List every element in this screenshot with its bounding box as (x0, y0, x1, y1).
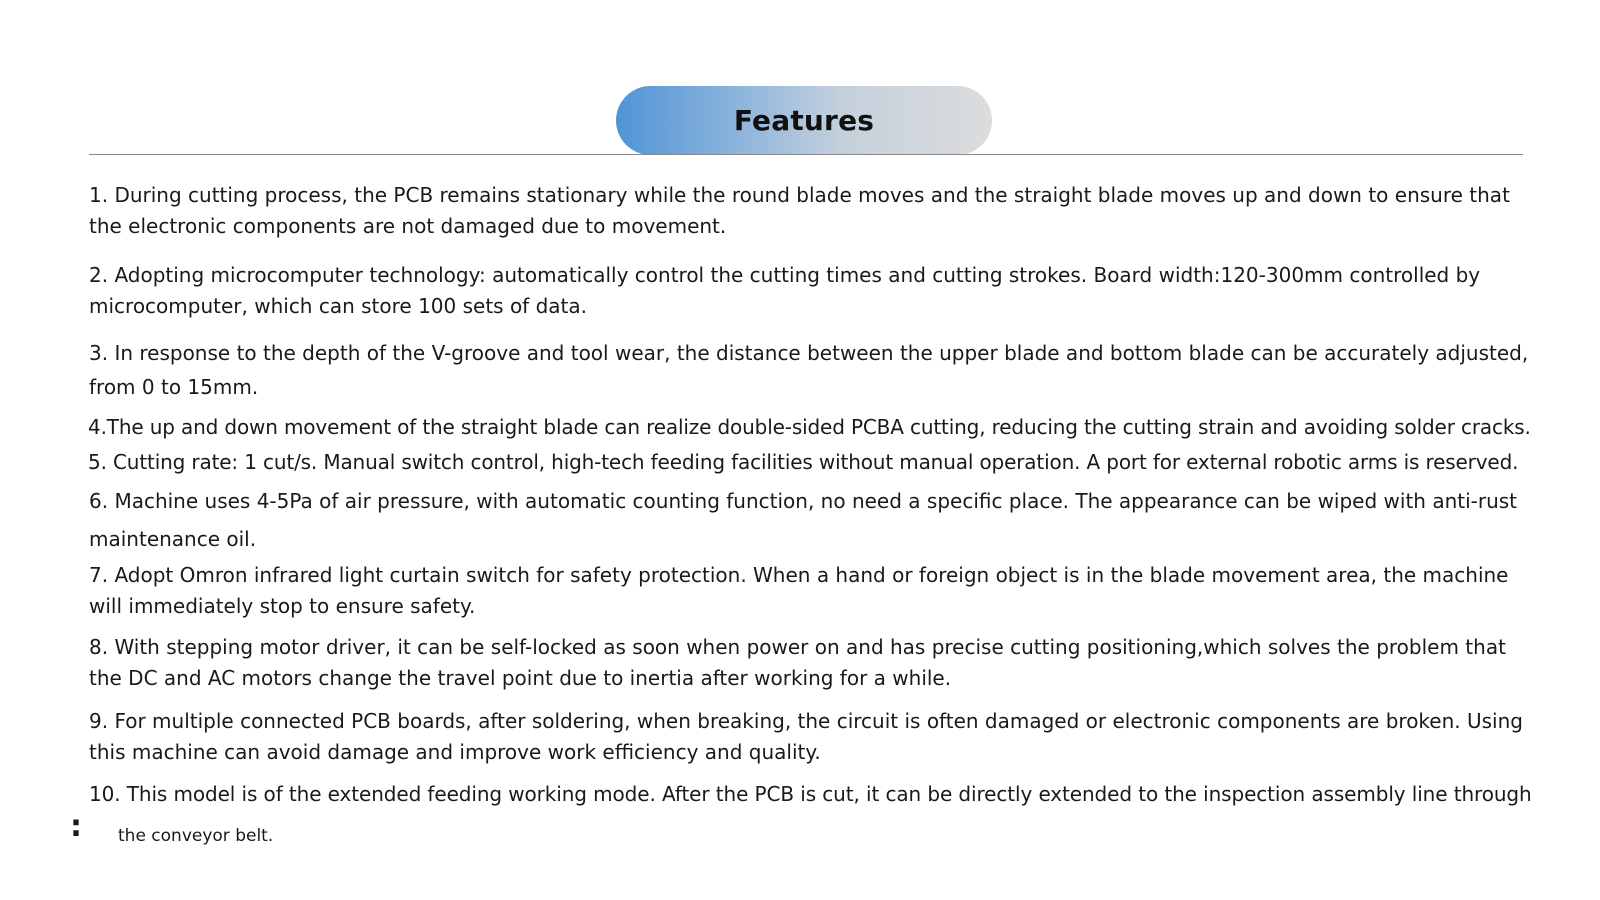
features-title: Features (733, 104, 875, 137)
feature-item-8: 8. With stepping motor driver, it can be self-locked as soon when power on and has precise cutting positioning,which solves the problem that the DC and AC motors change the travel point due to inertia after working for a while. (89, 635, 1506, 690)
feature-item-10: 10. This model is of the extended feeding working mode. After the PCB is cut, it can be directly extended to the inspection assembly line through (89, 782, 1532, 806)
header-divider (89, 154, 1523, 155)
feature-item-7: 7. Adopt Omron infrared light curtain switch for safety protection. When a hand or foreign object is in the blade movement area, the machine will immediately stop to ensure safety. (89, 563, 1509, 618)
continuation-marker: : (70, 809, 82, 844)
features-header-pill (616, 86, 992, 155)
feature-item-2: 2. Adopting microcomputer technology: automatically control the cutting times and cutting strokes. Board width:120-300mm controlled by microcomputer, which can store 100 sets of data. (89, 263, 1481, 318)
feature-item-1: 1. During cutting process, the PCB remains stationary while the round blade moves and the straight blade moves up and down to ensure that the electronic components are not damaged due to movement. (89, 183, 1510, 238)
feature-item-10-continuation: the conveyor belt. (118, 826, 274, 846)
feature-item-6: 6. Machine uses 4-5Pa of air pressure, with automatic counting function, no need a specific place. The appearance can be wiped with anti-rust maintenance oil. (89, 489, 1518, 551)
feature-item-4: 4.The up and down movement of the straight blade can realize double-sided PCBA cutting, reducing the cutting strain and avoiding solder cracks. (88, 415, 1531, 439)
feature-item-5: 5. Cutting rate: 1 cut/s. Manual switch control, high-tech feeding facilities without manual operation. A port for external robotic arms is reserved. (88, 450, 1519, 474)
feature-item-9: 9. For multiple connected PCB boards, after soldering, when breaking, the circuit is often damaged or electronic components are broken. Using this machine can avoid damage and improve work efficiency and quality. (89, 709, 1523, 764)
feature-item-3: 3. In response to the depth of the V-groove and tool wear, the distance between the upper blade and bottom blade can be accurately adjusted, from 0 to 15mm. (89, 341, 1529, 399)
